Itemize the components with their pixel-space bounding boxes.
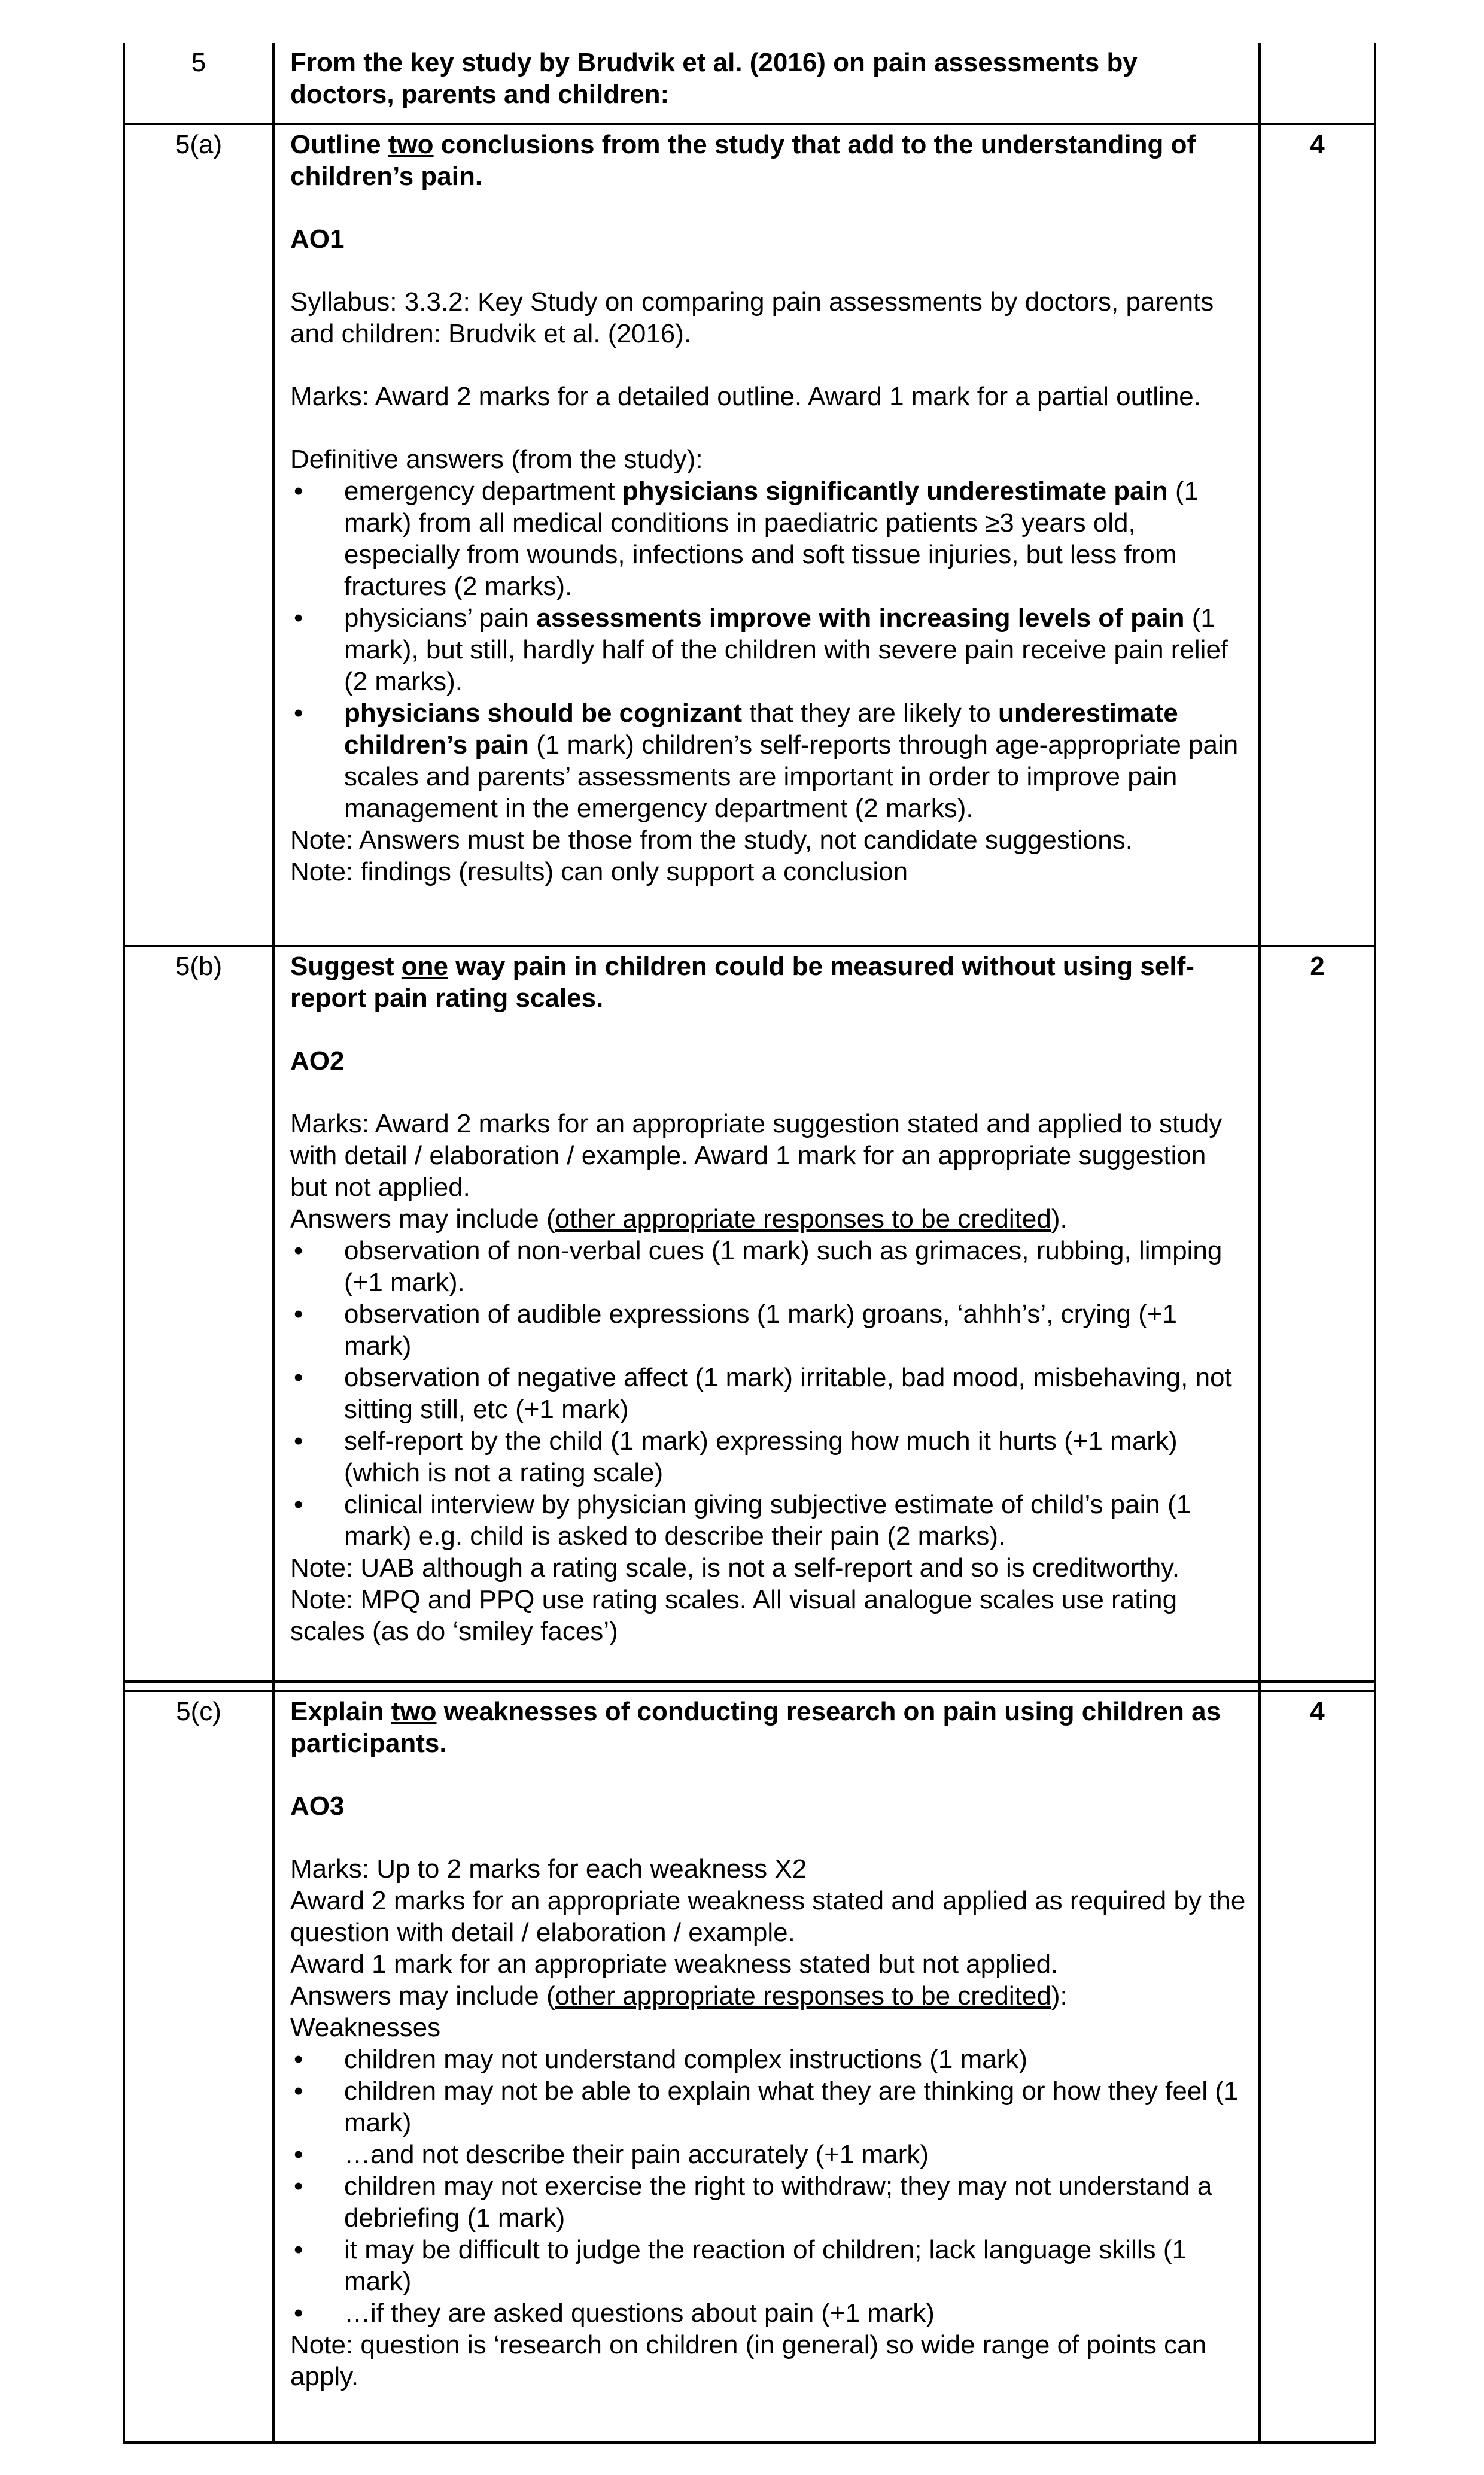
marks-value: 4 [1310, 1697, 1325, 1726]
question-text: Outline two conclusions from the study that add to the understanding of children’s pain. [290, 130, 1196, 191]
list-item: • children may not exercise the right to withdraw; they may not understand a debriefing (1 mark) [290, 2170, 1248, 2234]
question-5a-content [275, 125, 1261, 945]
marking-guidance: Award 1 mark for an appropriate weakness stated but not applied. [290, 1949, 1059, 1979]
assessment-objective: AO3 [290, 1791, 345, 1821]
question-number: 5(b) [125, 947, 275, 1680]
answers-intro: Answers may include (other appropriate responses to be credited). [290, 1204, 1068, 1234]
marking-guidance: Marks: Award 2 marks for an appropriate suggestion stated and applied to study with detail / elaboration / example. Award 1 mark for an appropriate suggestion but not applied. [290, 1109, 1223, 1202]
row-divider [125, 1680, 1374, 1690]
list-item: • children may not understand complex instructions (1 mark) [290, 2043, 1248, 2075]
question-5c-row [125, 1690, 1374, 2441]
question-text: Suggest one way pain in children could be measured without using self-report pain rating scales. [290, 952, 1194, 1013]
answer-list [290, 2043, 1248, 2329]
question-5b-row [125, 945, 1374, 1680]
mark-scheme-table [123, 43, 1376, 2444]
divider-cell [125, 1683, 275, 1690]
list-item: • …if they are asked questions about pain (+1 mark) [290, 2297, 1248, 2329]
note: Note: findings (results) can only support a conclusion [290, 857, 908, 886]
question-text: Explain two weaknesses of conducting research on pain using children as participants. [290, 1697, 1221, 1758]
list-item: • it may be difficult to judge the reaction of children; lack language skills (1 mark) [290, 2234, 1248, 2297]
question-stem: From the key study by Brudvik et al. (2016) on pain assessments by doctors, parents and children: [290, 48, 1138, 109]
list-item: • children may not be able to explain what they are thinking or how they feel (1 mark) [290, 2075, 1248, 2139]
question-number: 5(c) [125, 1692, 275, 2441]
marks-value: 2 [1310, 952, 1325, 981]
note: Note: UAB although a rating scale, is not a self-report and so is creditworthy. [290, 1553, 1180, 1583]
answer-list [290, 1235, 1248, 1552]
marking-guidance: Marks: Award 2 marks for a detailed outline. Award 1 mark for a partial outline. [290, 382, 1201, 411]
list-item: • emergency department physicians significantly underestimate pain (1 mark) from all medical conditions in paediatric patients ≥3 years old, especially from wounds, infections and soft tissue injuries, but less from fractures (2 marks). [290, 475, 1248, 602]
answers-intro: Definitive answers (from the study): [290, 445, 703, 474]
list-item: • self-report by the child (1 mark) expressing how much it hurts (+1 mark) (which is not a rating scale) [290, 1425, 1248, 1489]
question-number: 5 [125, 43, 275, 123]
list-item: • observation of audible expressions (1 mark) groans, ‘ahhh’s’, crying (+1 mark) [290, 1298, 1248, 1362]
answers-intro: Answers may include (other appropriate responses to be credited): [290, 1981, 1068, 2011]
assessment-objective: AO2 [290, 1046, 345, 1076]
marks-cell [1261, 43, 1374, 123]
question-number: 5(a) [125, 125, 275, 945]
marks-value: 4 [1310, 130, 1325, 159]
list-item: • clinical interview by physician giving subjective estimate of child’s pain (1 mark) e.g. child is asked to describe their pain (2 marks). [290, 1489, 1248, 1552]
question-5b-content [275, 947, 1261, 1680]
answer-list [290, 475, 1248, 824]
question-5a-row [125, 123, 1374, 945]
weaknesses-label: Weaknesses [290, 2013, 441, 2042]
list-item: • …and not describe their pain accurately (+1 mark) [290, 2139, 1248, 2170]
question-stem-cell [275, 43, 1261, 123]
divider-cell [275, 1683, 1261, 1690]
note: Note: question is ‘research on children (in general) so wide range of points can apply. [290, 2330, 1207, 2391]
syllabus-text: Syllabus: 3.3.2: Key Study on comparing pain assessments by doctors, parents and children: Brudvik et al. (2016). [290, 287, 1214, 348]
list-item: • observation of negative affect (1 mark) irritable, bad mood, misbehaving, not sitting still, etc (+1 mark) [290, 1362, 1248, 1425]
marking-guidance: Marks: Up to 2 marks for each weakness X2 [290, 1854, 807, 1884]
marking-guidance: Award 2 marks for an appropriate weakness stated and applied as required by the question with detail / elaboration / example. [290, 1886, 1246, 1947]
list-item: • observation of non-verbal cues (1 mark) such as grimaces, rubbing, limping (+1 mark). [290, 1235, 1248, 1298]
list-item: • physicians’ pain assessments improve with increasing levels of pain (1 mark), but still, hardly half of the children with severe pain receive pain relief (2 marks). [290, 602, 1248, 697]
assessment-objective: AO1 [290, 224, 345, 254]
question-5c-content [275, 1692, 1261, 2441]
note: Note: Answers must be those from the study, not candidate suggestions. [290, 825, 1133, 855]
note: Note: MPQ and PPQ use rating scales. All visual analogue scales use rating scales (as do ‘smiley faces’) [290, 1585, 1178, 1646]
divider-cell [1261, 1683, 1374, 1690]
question-5-row [125, 43, 1374, 123]
list-item: • physicians should be cognizant that they are likely to underestimate children’s pain (1 mark) children’s self-reports through age-appropriate pain scales and parents’ assessments are important in order to improve pain management in the emergency department (2 marks). [290, 697, 1248, 824]
